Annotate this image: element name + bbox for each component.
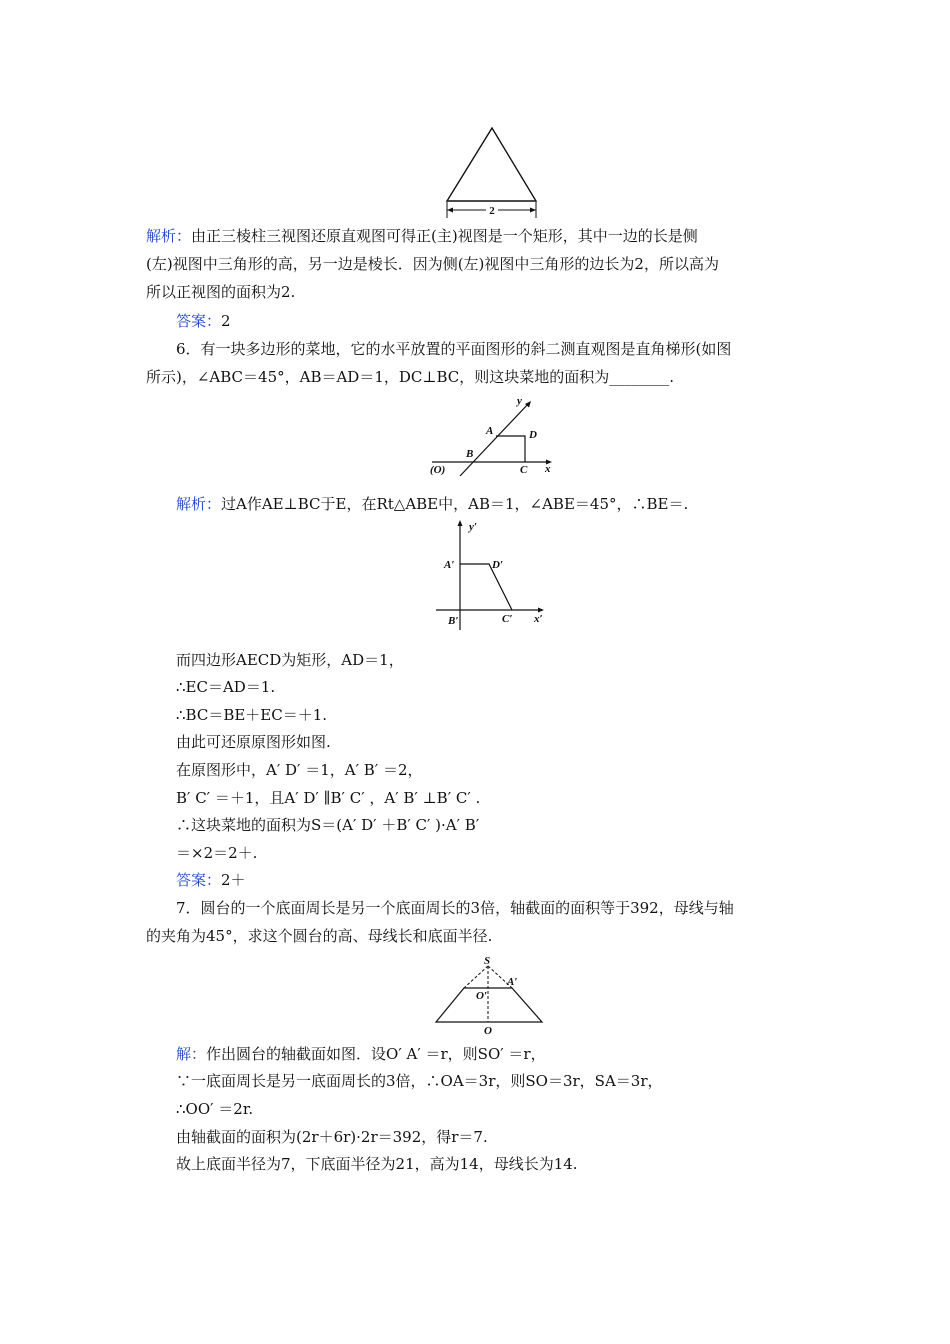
- point-b-label: B: [466, 448, 474, 460]
- sol6-line7: B′ C′ ＝＋1，且A′ D′ ∥B′ C′ ，A′ B′ ⊥B′ C′ .: [176, 789, 481, 807]
- sol5-line3: 所以正视图的面积为2.: [146, 283, 296, 301]
- apex-s-label: S: [484, 955, 491, 967]
- sol6-line9: ＝×2＝2＋.: [176, 844, 258, 862]
- q6-line1: 6．有一块多边形的菜地，它的水平放置的平面图形的斜二测直观图是直角梯形(如图: [176, 340, 732, 358]
- point-b-prime-label: B′: [448, 615, 459, 627]
- sol5-line2: (左)视图中三角形的高，另一边是棱长．因为侧(左)视图中三角形的边长为2，所以高为: [146, 255, 719, 273]
- point-o-prime-label: O′: [476, 990, 488, 1002]
- point-c-label: C: [520, 464, 528, 476]
- axis-y-label: y: [517, 395, 522, 407]
- sol7-line4: 由轴截面的面积为(2r＋6r)·2r＝392，得r＝7.: [176, 1128, 488, 1146]
- sol6-line4: ∴BC＝BE＋EC＝＋1.: [176, 706, 328, 724]
- q6-line2: 所示)，∠ABC＝45°，AB＝AD＝1，DC⊥BC，则这块菜地的面积为________.: [146, 368, 675, 386]
- triangle-figure: [440, 122, 544, 222]
- axis-x-label: x: [545, 463, 551, 475]
- analysis-label: 解析：: [176, 495, 222, 513]
- sol6-line3: ∴EC＝AD＝1.: [176, 678, 276, 696]
- analysis-label: 解析：: [146, 227, 192, 245]
- point-c-prime-label: C′: [502, 613, 513, 625]
- point-o-label: O: [484, 1025, 492, 1037]
- axis-x-prime-label: x′: [534, 613, 543, 625]
- answer5: 答案：2: [176, 312, 231, 330]
- point-a-prime-label: A′: [444, 559, 455, 571]
- restored-shape-figure: [432, 518, 550, 632]
- answer6: 答案：2＋: [176, 871, 246, 889]
- frustum-section-figure: [430, 952, 548, 1038]
- sol7-line5: 故上底面半径为7，下底面半径为21，高为14，母线长为14.: [176, 1155, 578, 1173]
- oblique-trapezoid-figure: [428, 392, 558, 484]
- sol6-line6: 在原图形中，A′ D′ ＝1，A′ B′ ＝2，: [176, 761, 423, 779]
- sol6-line1: 解析：过A作AE⊥BC于E，在Rt△ABE中，AB＝1，∠ABE＝45°，∴BE＝.: [176, 495, 689, 513]
- axis-y-prime-label: y′: [469, 521, 477, 533]
- answer-label: 答案：: [176, 312, 222, 330]
- sol5-line1: 解析：由正三棱柱三视图还原直观图可得正(主)视图是一个矩形，其中一边的长是侧: [146, 227, 698, 245]
- point-d-prime-label: D′: [492, 559, 504, 571]
- sol7-line2: ∵一底面周长是另一底面周长的3倍，∴OA＝3r，则SO＝3r，SA＝3r，: [176, 1072, 663, 1090]
- sol7-line3: ∴OO′ ＝2r.: [176, 1100, 254, 1118]
- q7-line1: 7．圆台的一个底面周长是另一个底面周长的3倍，轴截面的面积等于392，母线与轴: [176, 899, 734, 917]
- origin-label: (O): [430, 464, 446, 476]
- solution-label: 解：: [176, 1045, 207, 1063]
- dim-label: 2: [489, 205, 495, 217]
- sol7-line1: 解：作出圆台的轴截面如图．设O′ A′ ＝r，则SO′ ＝r，: [176, 1045, 546, 1063]
- sol6-line5: 由此可还原原图形如图.: [176, 733, 331, 751]
- q7-line2: 的夹角为45°，求这个圆台的高、母线长和底面半径.: [146, 927, 493, 945]
- point-a-prime-label: A′: [507, 976, 518, 988]
- sol6-line2: 而四边形AECD为矩形，AD＝1，: [176, 651, 404, 669]
- answer-label: 答案：: [176, 871, 222, 889]
- point-d-label: D: [529, 429, 537, 441]
- sol6-line8: ∴这块菜地的面积为S＝(A′ D′ ＋B′ C′ )·A′ B′: [176, 816, 480, 834]
- point-a-label: A: [486, 425, 494, 437]
